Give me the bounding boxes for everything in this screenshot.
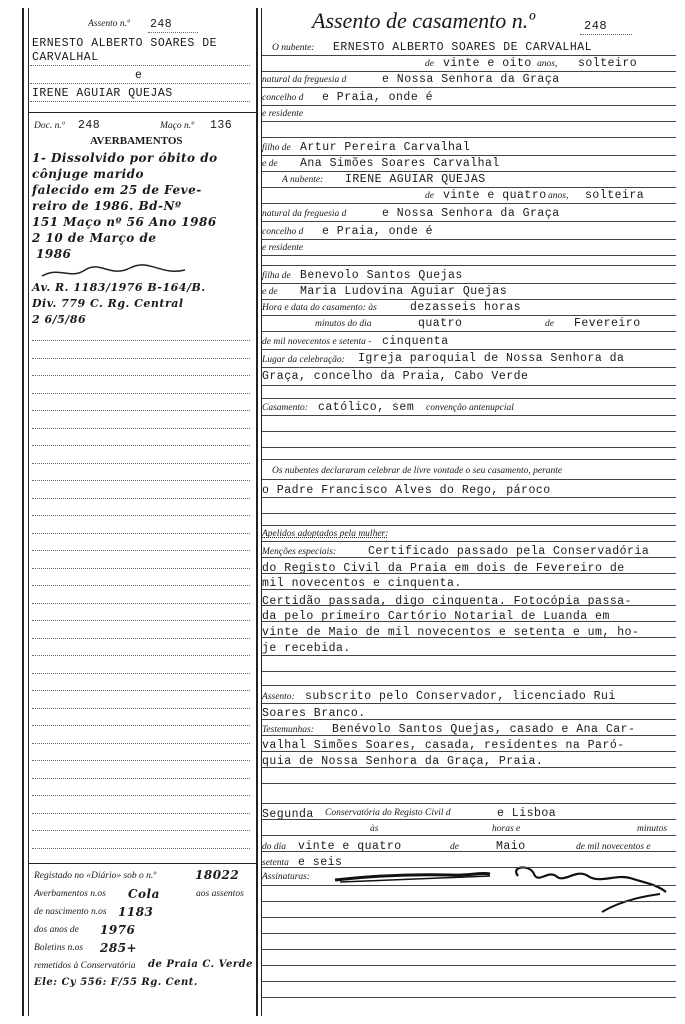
groom-status: solteiro <box>578 57 638 70</box>
ruled-line <box>262 605 676 606</box>
left-assento-label: Assento n.º <box>88 19 130 29</box>
testemunhas-line-3: quia de Nossa Senhora da Graça, Praia. <box>262 755 544 768</box>
place-line1: Igreja paroquial de Nossa Senhora da <box>358 352 625 365</box>
horas-e-label: horas e <box>492 824 521 834</box>
ruled-line <box>262 637 676 638</box>
bride-status: solteira <box>585 189 645 202</box>
bride-mother: Maria Ludovina Aguiar Quejas <box>300 285 508 298</box>
ruled-line <box>262 589 676 590</box>
document-title: Assento de casamento n.º <box>312 8 536 33</box>
ruled-line <box>262 685 676 686</box>
ruled-line <box>32 795 250 796</box>
minutos-end-label: minutos <box>637 824 668 834</box>
ruled-line <box>262 573 676 574</box>
last-annotation: Ele: Cy 556: F/55 Rg. Cent. <box>34 977 198 988</box>
concelho-label-1: concelho d <box>262 93 304 103</box>
ruled-line <box>262 783 676 784</box>
mencoes-line-5: da pelo primeiro Cartório Notarial de Luanda em <box>262 610 610 623</box>
ruled-line <box>262 447 676 448</box>
natural-label-2: natural da freguesia d <box>262 209 347 219</box>
ruled-line <box>262 283 676 284</box>
ruled-line <box>32 550 250 551</box>
testemunhas-line-2: valhal Simões Soares, casada, residentes na Paró- <box>262 739 625 752</box>
minutos-label: minutos do dia <box>315 319 372 329</box>
ruled-line <box>262 431 676 432</box>
registo-year: e seis <box>298 856 343 869</box>
ruled-line <box>262 459 676 460</box>
ruled-line <box>262 255 676 256</box>
assento-label: Assento: <box>262 692 295 702</box>
anos-label-1: anos, <box>537 59 558 69</box>
filho-label: filho de <box>262 143 291 153</box>
lugar-label: Lugar da celebração: <box>262 355 345 365</box>
mencoes-line-3: mil novecentos e cinquenta. <box>262 577 462 590</box>
anos-label: dos anos de <box>34 925 79 935</box>
ruled-line <box>262 105 676 106</box>
ruled-line <box>262 541 676 542</box>
ruled-line <box>262 121 676 122</box>
e-de-label-2: e de <box>262 287 278 297</box>
ruled-line <box>32 515 250 516</box>
groom-age: vinte e oito <box>443 57 532 70</box>
ruled-line <box>32 480 250 481</box>
ruled-line <box>262 557 676 558</box>
annotation-line-9: Av. R. 1183/1976 B-164/B. <box>32 281 206 294</box>
conservatoria-value: e Lisboa <box>497 807 557 820</box>
ruled-line <box>32 638 250 639</box>
annotation-line-1: 1- Dissolvido por óbito do <box>32 151 218 165</box>
de-label-4: de <box>450 842 459 852</box>
signatures <box>330 862 670 922</box>
boletins-label: Boletins n.os <box>34 943 84 953</box>
assento-line-2: Soares Branco. <box>262 707 366 720</box>
rule <box>28 112 256 113</box>
ruled-line <box>32 813 250 814</box>
natural-label-1: natural da freguesia d <box>262 75 347 85</box>
nubente2-label: A nubente: <box>282 175 324 185</box>
mil-novecentos-label: de mil novecentos e <box>576 842 651 852</box>
rule <box>28 863 256 864</box>
left-assento-number: 248 <box>150 18 173 31</box>
casamento-label: Casamento: <box>262 403 308 413</box>
annotation-line-3: falecido em 25 de Feve- <box>32 183 202 197</box>
concelho-label-2: concelho d <box>262 227 304 237</box>
as-label: às <box>370 824 379 834</box>
testemunhas-line-1: Benévolo Santos Quejas, casado e Ana Car- <box>332 723 636 736</box>
ruled-line <box>262 867 676 868</box>
ruled-line <box>262 671 676 672</box>
ruled-line <box>32 375 250 376</box>
ruled-line <box>32 585 250 586</box>
annotation-line-11: 2 6/5/86 <box>32 313 87 326</box>
ruled-line <box>262 187 676 188</box>
ruled-line <box>32 568 250 569</box>
officiant: o Padre Francisco Alves do Rego, pároco <box>262 484 551 497</box>
annotation-line-7: 1986 <box>36 247 72 261</box>
nascimento-value: 1183 <box>118 905 154 919</box>
assinaturas-label: Assinaturas: <box>262 872 311 882</box>
ruled-line <box>262 87 676 88</box>
ruled-line <box>32 708 250 709</box>
rule <box>580 34 632 35</box>
rule <box>148 32 198 33</box>
annotation-signature <box>40 262 190 282</box>
nascimento-label: de nascimento n.os <box>34 907 107 917</box>
remetidos-label: remetidos à Conservatória <box>34 961 136 971</box>
ruled-line <box>262 997 676 998</box>
ruled-line <box>262 735 676 736</box>
ruled-line <box>32 358 250 359</box>
conservatoria-label: Conservatória do Registo Civil d <box>325 808 451 818</box>
hora-label: Hora e data do casamento: às <box>262 303 377 313</box>
groom-name-line1: ERNESTO ALBERTO SOARES DE <box>32 37 218 50</box>
casamento-value: católico, sem <box>318 401 415 414</box>
groom-parish: e Nossa Senhora da Graça <box>382 73 560 86</box>
filha-label: filha de <box>262 271 291 281</box>
segunda: Segunda <box>262 808 314 821</box>
averbamentos-value: Cola <box>128 887 160 901</box>
ruled-line <box>262 751 676 752</box>
ruled-line <box>262 398 676 399</box>
wedding-month: Fevereiro <box>574 317 641 330</box>
bride-name: IRENE AGUIAR QUEJAS <box>345 173 486 186</box>
maco-label: Maço n.º <box>160 121 195 131</box>
ruled-line <box>262 299 676 300</box>
annotation-line-6: 2 10 de Março de <box>32 231 157 245</box>
maco-number: 136 <box>210 119 233 132</box>
registado-number: 18022 <box>195 868 240 882</box>
ruled-line <box>262 901 676 902</box>
ruled-line <box>262 349 676 350</box>
ruled-line <box>262 525 676 526</box>
ruled-line <box>32 533 250 534</box>
ruled-line <box>262 265 676 266</box>
boletins-value: 285+ <box>100 941 138 955</box>
mencoes-line-7: je recebida. <box>262 642 351 655</box>
doc-number: 248 <box>78 119 101 132</box>
ruled-line <box>32 830 250 831</box>
left-margin-rule <box>22 8 24 1016</box>
ruled-line <box>262 367 676 368</box>
ruled-line <box>32 340 250 341</box>
mencoes-label: Menções especiais: <box>262 547 337 557</box>
ruled-line <box>262 385 676 386</box>
bride-municipality: e Praia, onde é <box>322 225 434 238</box>
ruled-line <box>32 760 250 761</box>
ruled-line <box>262 203 676 204</box>
assento-line-1: subscrito pelo Conservador, licenciado Rui <box>305 690 616 703</box>
ruled-line <box>32 725 250 726</box>
ruled-line <box>262 719 676 720</box>
ruled-line <box>262 767 676 768</box>
annotation-line-10: Div. 779 C. Rg. Central <box>32 297 184 310</box>
ruled-line <box>32 393 250 394</box>
ruled-line <box>262 621 676 622</box>
ruled-line <box>32 655 250 656</box>
do-dia-label: do dia <box>262 842 287 852</box>
bride-father: Benevolo Santos Quejas <box>300 269 463 282</box>
annotation-line-2: cônjuge marido <box>32 167 145 181</box>
bride-age: vinte e quatro <box>443 189 547 202</box>
ruled-line <box>262 479 676 480</box>
ruled-line <box>262 835 676 836</box>
groom-mother: Ana Simões Soares Carvalhal <box>300 157 500 170</box>
ano-label: de mil novecentos e setenta - <box>262 337 372 347</box>
registo-month: Maio <box>496 840 526 853</box>
ruled-line <box>32 673 250 674</box>
annotation-line-5: 151 Maço nº 56 Ano 1986 <box>32 215 217 229</box>
apelidos-label: Apelidos adoptados pela mulher: <box>262 529 389 539</box>
ruled-line <box>32 463 250 464</box>
ruled-line <box>262 655 676 656</box>
wedding-year: cinquenta <box>382 335 449 348</box>
ruled-line <box>262 315 676 316</box>
averbamentos-label: Averbamentos n.os <box>34 889 106 899</box>
averbamentos-heading: AVERBAMENTOS <box>90 135 183 147</box>
groom-municipality: e Praia, onde é <box>322 91 434 104</box>
ruled-line <box>262 171 676 172</box>
bride-parish: e Nossa Senhora da Graça <box>382 207 560 220</box>
rule <box>30 101 250 102</box>
ruled-line <box>32 603 250 604</box>
mencoes-line-2: do Registo Civil da Praia em dois de Fevereiro de <box>262 562 625 575</box>
ruled-line <box>262 965 676 966</box>
ruled-line <box>262 949 676 950</box>
place-line2: Graça, concelho da Praia, Cabo Verde <box>262 370 529 383</box>
groom-name: ERNESTO ALBERTO SOARES DE CARVALHAL <box>333 41 593 54</box>
declaracao: Os nubentes declararam celebrar de livre vontade o seu casamento, perante <box>272 466 563 476</box>
column-divider <box>256 8 258 1016</box>
e-de-label-1: e de <box>262 159 278 169</box>
ruled-line <box>32 848 250 849</box>
ruled-line <box>32 445 250 446</box>
mencoes-line-1: Certificado passado pela Conservadória <box>368 545 650 558</box>
wedding-day: quatro <box>418 317 463 330</box>
residente-label-2: e residente <box>262 243 304 253</box>
ruled-line <box>262 917 676 918</box>
ruled-line <box>262 71 676 72</box>
rule <box>30 83 250 84</box>
ruled-line <box>32 778 250 779</box>
de-label-3: de <box>545 319 554 329</box>
ruled-line <box>32 690 250 691</box>
groom-name-line2: CARVALHAL <box>32 51 99 64</box>
ruled-line <box>262 331 676 332</box>
annotation-line-4: reiro de 1986. Bd-Nº <box>32 199 182 213</box>
registo-day: vinte e quatro <box>298 840 402 853</box>
de-label-2: de <box>425 191 434 201</box>
registado-label: Registado no «Diário» sob o n.º <box>34 871 157 881</box>
remetidos-value: de Praia C. Verde <box>148 959 253 970</box>
ruled-line <box>32 428 250 429</box>
aos-assentos: aos assentos <box>196 889 244 899</box>
ruled-line <box>32 410 250 411</box>
doc-label: Doc. n.º <box>34 121 65 131</box>
mencoes-line-4: Certidão passada, digo cinquenta. Fotocópia passa- <box>262 595 633 608</box>
ruled-line <box>262 885 676 886</box>
ruled-line <box>262 803 676 804</box>
de-label: de <box>425 59 434 69</box>
mencoes-line-6: vinte de Maio de mil novecentos e setenta e um, ho- <box>262 626 640 639</box>
ruled-line <box>262 137 676 138</box>
ruled-line <box>262 513 676 514</box>
setenta-label: setenta <box>262 858 289 868</box>
left-e: e <box>135 69 143 82</box>
ruled-line <box>262 221 676 222</box>
nubente-label: O nubente: <box>272 43 315 53</box>
bride-name-left: IRENE AGUIAR QUEJAS <box>32 87 173 100</box>
ruled-line <box>262 239 676 240</box>
ruled-line <box>262 819 676 820</box>
groom-father: Artur Pereira Carvalhal <box>300 141 471 154</box>
ruled-line <box>262 933 676 934</box>
rule <box>30 65 250 66</box>
ruled-line <box>262 981 676 982</box>
ruled-line <box>262 415 676 416</box>
ruled-line <box>32 620 250 621</box>
ruled-line <box>32 498 250 499</box>
anos-value: 1976 <box>100 923 136 937</box>
ruled-line <box>262 851 676 852</box>
ruled-line <box>262 55 676 56</box>
ruled-line <box>262 703 676 704</box>
residente-label-1: e residente <box>262 109 304 119</box>
anos-label-2: anos, <box>548 191 569 201</box>
left-margin-rule-inner <box>28 8 29 1016</box>
title-number: 248 <box>584 19 608 33</box>
ruled-line <box>262 155 676 156</box>
testemunhas-label: Testemunhas: <box>262 725 314 735</box>
convencao-label: convenção antenupcial <box>426 403 514 413</box>
ruled-line <box>32 743 250 744</box>
wedding-hour: dezasseis horas <box>410 301 522 314</box>
ruled-line <box>262 497 676 498</box>
